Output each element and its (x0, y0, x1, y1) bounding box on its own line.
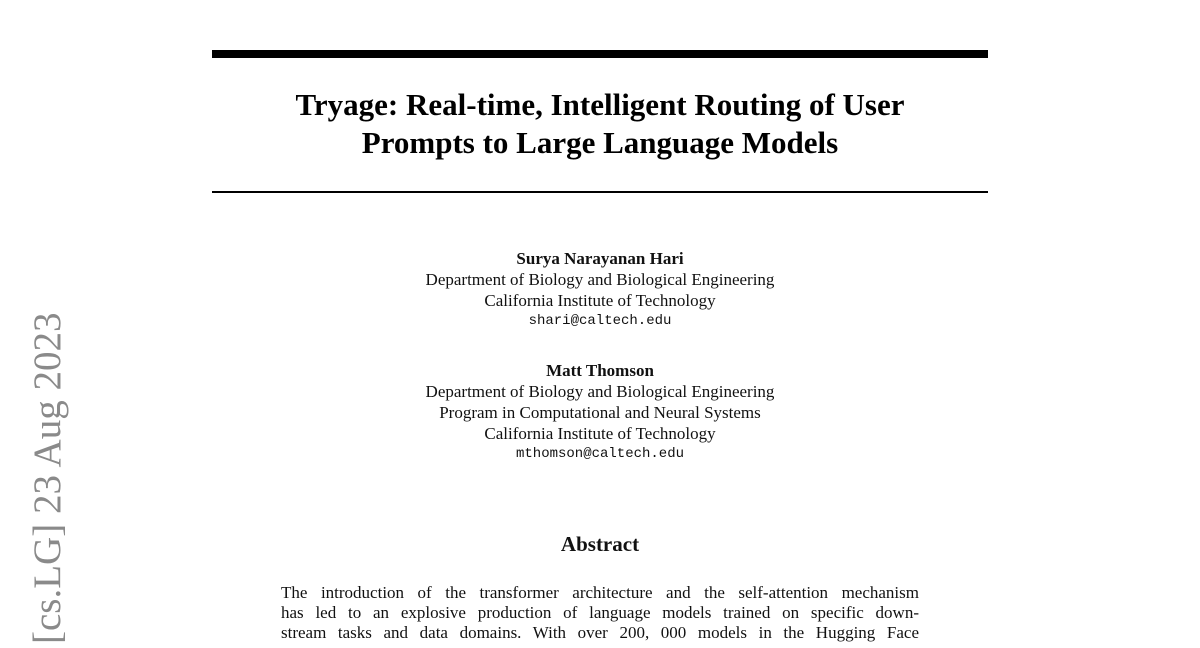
author-block (212, 248, 988, 493)
title-line: Tryage: Real-time, Intelligent Routing of User (295, 87, 905, 122)
author-affiliation: Department of Biology and Biological Engineering (425, 382, 775, 401)
author-name: Surya Narayanan Hari (516, 249, 684, 268)
author-2 (212, 360, 988, 465)
paper-title (212, 86, 988, 162)
abstract-line: stream tasks and data domains. With over 200, 000 models in the Hugging Face (281, 623, 919, 642)
author-1 (212, 248, 988, 332)
abstract-text (281, 583, 919, 643)
abstract-line: The introduction of the transformer architecture and the self-attention mechanism (281, 583, 919, 602)
top-rule (212, 50, 988, 58)
author-email: shari@caltech.edu (528, 313, 672, 329)
author-affiliation: Department of Biology and Biological Engineering (425, 270, 775, 289)
abstract-heading: Abstract (560, 532, 640, 556)
arxiv-stamp: [cs.LG] 23 Aug 2023 (26, 312, 69, 644)
author-affiliation: Program in Computational and Neural Systems (439, 403, 761, 422)
author-affiliation: California Institute of Technology (484, 291, 716, 310)
author-affiliation: California Institute of Technology (484, 424, 716, 443)
author-email: mthomson@caltech.edu (515, 446, 685, 462)
title-line: Prompts to Large Language Models (361, 125, 839, 160)
title-rule (212, 191, 988, 193)
abstract-line: has led to an explosive production of language models trained on specific down- (281, 603, 919, 622)
author-name: Matt Thomson (546, 361, 654, 380)
